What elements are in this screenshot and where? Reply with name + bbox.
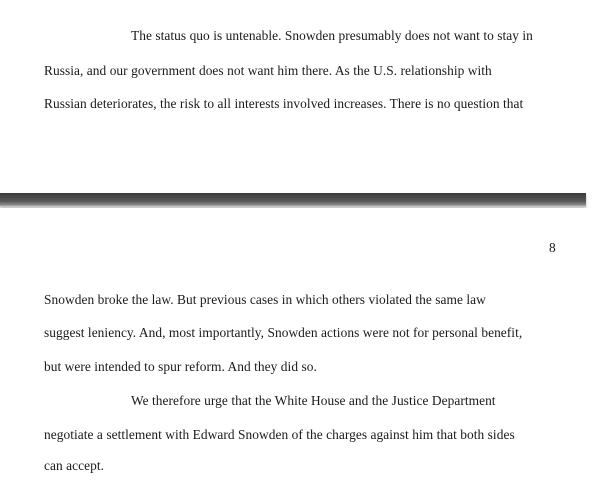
page-break-divider xyxy=(0,193,586,207)
paragraph-line: negotiate a settlement with Edward Snowden of the charges against him that both sides xyxy=(44,427,515,442)
paragraph-line: We therefore urge that the White House and the Justice Department xyxy=(131,393,496,408)
paragraph-line: Snowden broke the law. But previous cases in which others violated the same law xyxy=(44,292,486,307)
paragraph-line: but were intended to spur reform. And they did so. xyxy=(44,359,317,374)
paragraph-line: suggest leniency. And, most importantly, Snowden actions were not for personal benefit, xyxy=(44,325,523,340)
paragraph-line: The status quo is untenable. Snowden presumably does not want to stay in xyxy=(131,28,533,43)
paragraph-line: can accept. xyxy=(44,458,105,473)
paragraph-line: Russia, and our government does not want him there. As the U.S. relationship with xyxy=(44,63,492,78)
paragraph-line: Russian deteriorates, the risk to all interests involved increases. There is no question that xyxy=(44,96,524,111)
document-page-top xyxy=(0,0,607,193)
page-number: 8 xyxy=(549,240,556,255)
